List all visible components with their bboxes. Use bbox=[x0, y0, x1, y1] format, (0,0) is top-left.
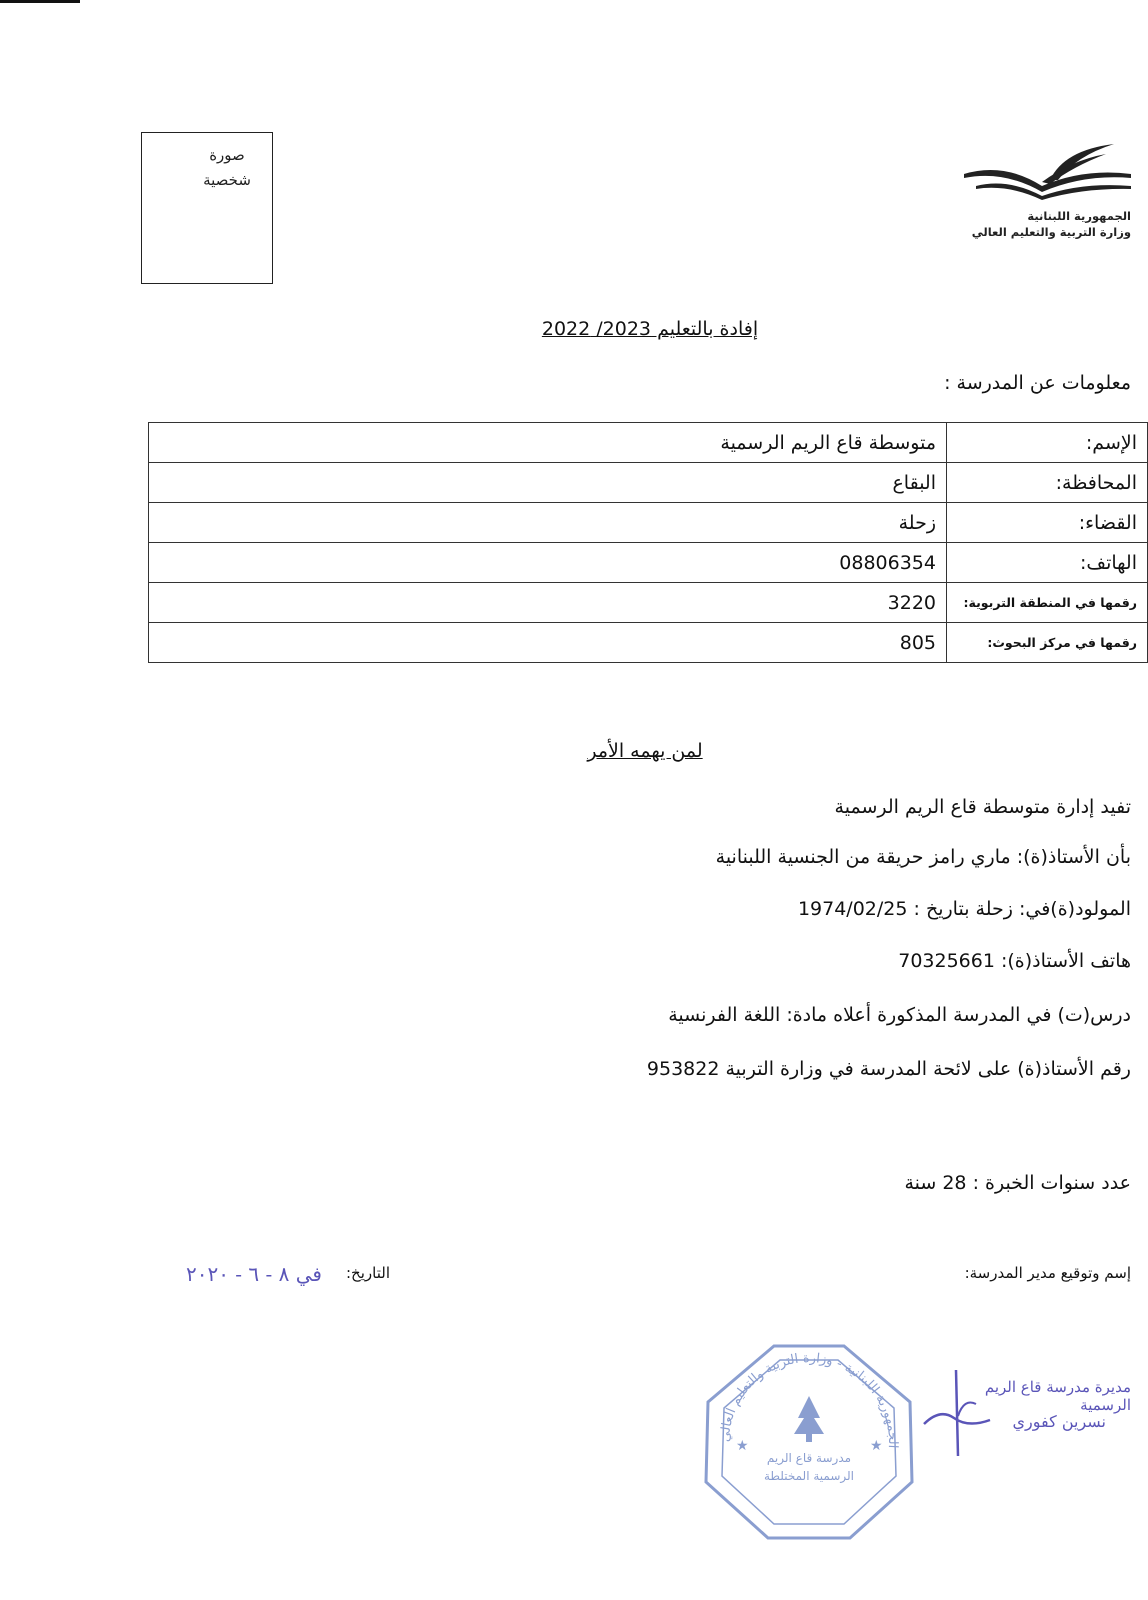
photo-label bbox=[192, 143, 262, 193]
ministry-line1: الجمهورية اللبنانية bbox=[1027, 209, 1131, 223]
stamp-center-line2: الرسمية المختلطة bbox=[763, 1469, 855, 1483]
body-line: بأن الأستاذ(ة): ماري رامز حريقة من الجنسية اللبنانية bbox=[715, 846, 1131, 868]
info-value: 08806354 bbox=[149, 543, 947, 583]
info-value: متوسطة قاع الريم الرسمية bbox=[149, 423, 947, 463]
info-label: رقمها في مركز البحوث: bbox=[947, 623, 1148, 663]
signer-label: إسم وتوقيع مدير المدرسة: bbox=[964, 1264, 1131, 1282]
body-line: تفيد إدارة متوسطة قاع الريم الرسمية bbox=[834, 796, 1131, 818]
info-label: الإسم: bbox=[947, 423, 1148, 463]
photo-box bbox=[141, 132, 273, 284]
document-title: إفادة بالتعليم 2023/ 2022 bbox=[541, 318, 759, 340]
date-label: التاريخ: bbox=[346, 1264, 390, 1282]
director-name: نسرين كفوري bbox=[1012, 1412, 1106, 1431]
stamp-center-line1: مدرسة قاع الريم bbox=[766, 1451, 852, 1465]
table-row bbox=[149, 503, 1148, 543]
stamp-star-icon: ★ bbox=[870, 1438, 883, 1454]
ministry-logo-icon bbox=[964, 140, 1131, 210]
table-row bbox=[149, 463, 1148, 503]
table-row bbox=[149, 543, 1148, 583]
info-label: المحافظة: bbox=[947, 463, 1148, 503]
to-whom-heading: لمن يهمه الأمر bbox=[587, 740, 703, 762]
table-row bbox=[149, 623, 1148, 663]
table-row bbox=[149, 423, 1148, 463]
stamp-star-icon: ★ bbox=[736, 1438, 749, 1454]
info-value: البقاع bbox=[149, 463, 947, 503]
photo-label-line2: شخصية bbox=[203, 171, 251, 189]
ministry-line2: وزارة التربية والتعليم العالي bbox=[971, 225, 1131, 239]
table-row bbox=[149, 583, 1148, 623]
school-info-table bbox=[148, 422, 1148, 663]
school-section-label: معلومات عن المدرسة : bbox=[944, 372, 1131, 394]
photo-label-line1: صورة bbox=[209, 146, 245, 164]
stamp-ring-text: الجمهورية اللبنانية - وزارة التربية والتعليم العالي bbox=[717, 1350, 901, 1449]
info-value: 805 bbox=[149, 623, 947, 663]
ministry-text bbox=[960, 208, 1131, 240]
info-label: الهاتف: bbox=[947, 543, 1148, 583]
info-value: 3220 bbox=[149, 583, 947, 623]
body-line: درس(ت) في المدرسة المذكورة أعلاه مادة: اللغة الفرنسية bbox=[668, 1004, 1131, 1026]
body-line: هاتف الأستاذ(ة): 70325661 bbox=[898, 950, 1131, 972]
school-sign-text: مديرة مدرسة قاع الريم الرسمية bbox=[984, 1378, 1131, 1414]
body-line: عدد سنوات الخبرة : 28 سنة bbox=[904, 1172, 1131, 1194]
body-line: المولود(ة)في: زحلة بتاريخ : 1974/02/25 bbox=[797, 898, 1131, 920]
info-label: القضاء: bbox=[947, 503, 1148, 543]
body-line: رقم الأستاذ(ة) على لائحة المدرسة في وزارة التربية 953822 bbox=[646, 1058, 1131, 1080]
date-value: في ٨ - ٦ - ٢٠٢٠ bbox=[185, 1262, 322, 1286]
info-label: رقمها في المنطقة التربوية: bbox=[947, 583, 1148, 623]
info-value: زحلة bbox=[149, 503, 947, 543]
school-stamp-icon bbox=[702, 1342, 916, 1542]
scan-edge-mark bbox=[0, 0, 80, 3]
